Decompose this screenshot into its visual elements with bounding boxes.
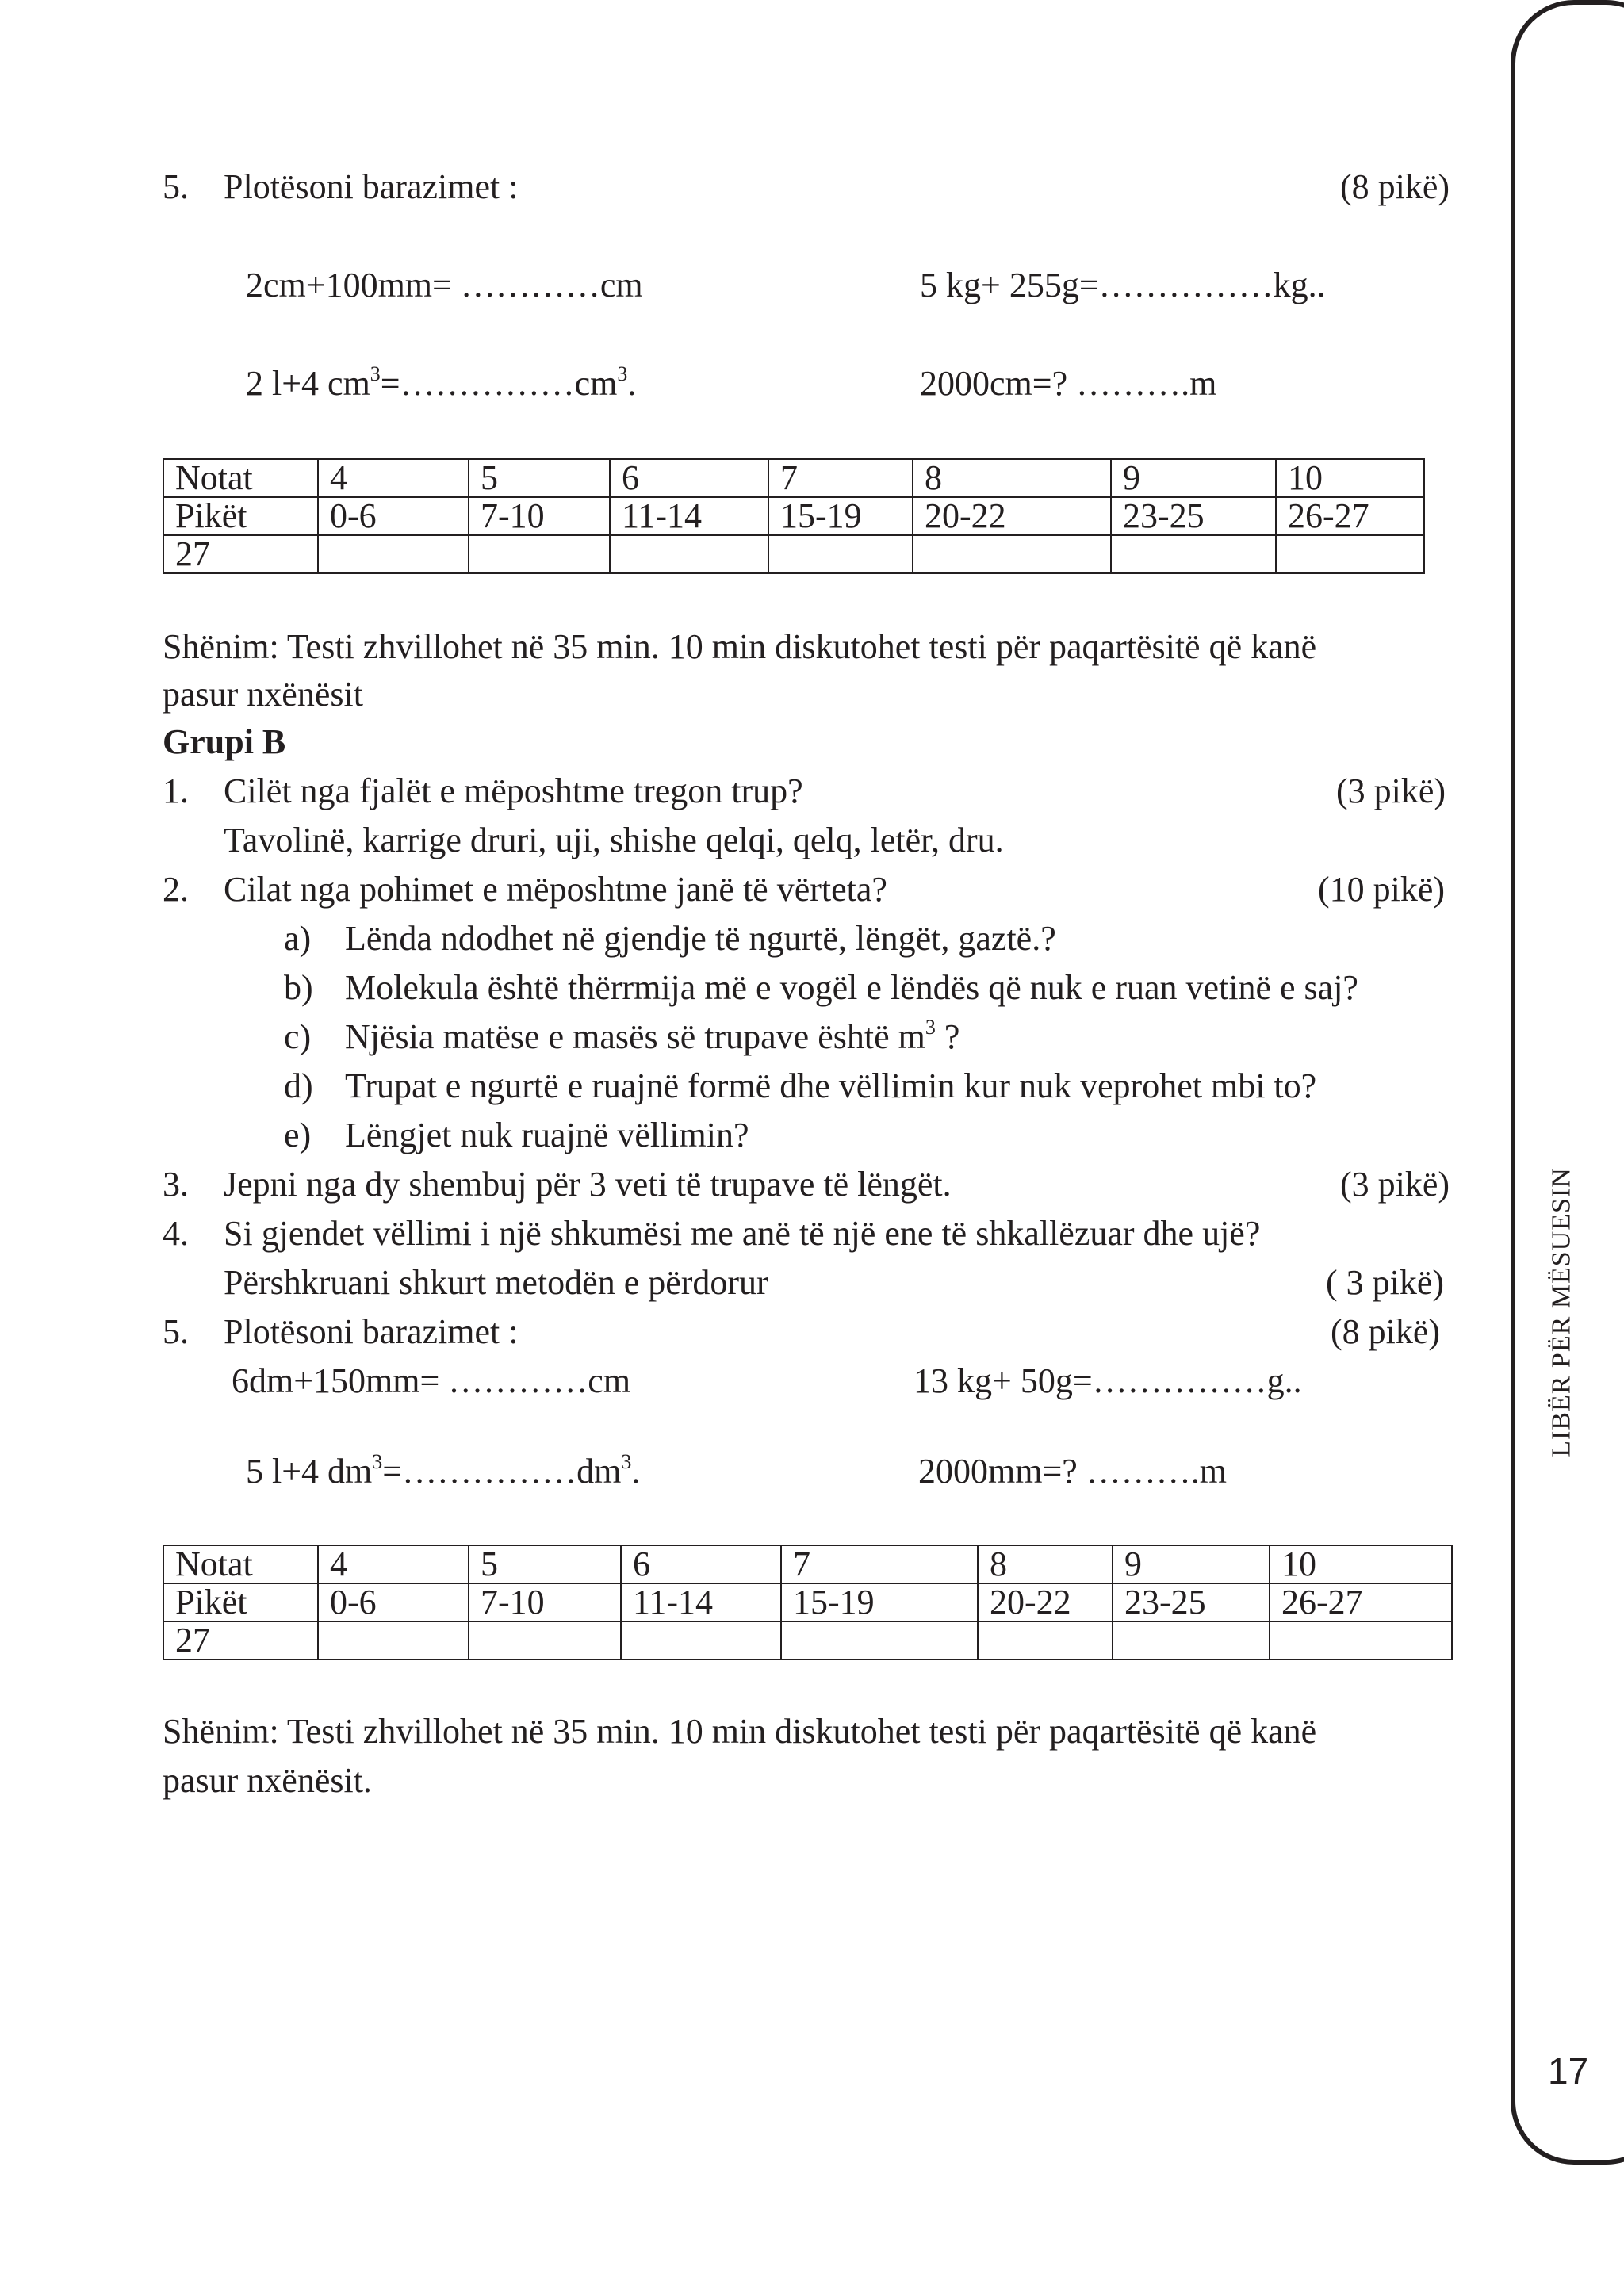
table-cell: 7-10 (469, 1583, 621, 1621)
table-cell: 5 (469, 459, 610, 497)
side-tab-frame (1511, 0, 1624, 2165)
table-row (163, 1545, 1452, 1583)
table-cell: 0-6 (318, 1583, 469, 1621)
option-letter: c) (284, 1017, 312, 1056)
question-points: (3 pikë) (1336, 771, 1446, 810)
table-cell (318, 535, 469, 573)
question-number: 4. (163, 1214, 189, 1253)
table-cell: Notat (163, 459, 318, 497)
table-cell: 23-25 (1111, 497, 1276, 535)
table-cell (781, 1621, 978, 1659)
grades-table (163, 1545, 1453, 1660)
table-cell (768, 535, 913, 573)
equation: 13 kg+ 50g=……………g.. (914, 1361, 1302, 1400)
table-cell (1113, 1621, 1270, 1659)
group-title: Grupi B (163, 722, 286, 761)
table-cell: 6 (621, 1545, 781, 1583)
option-letter: d) (284, 1066, 313, 1105)
table-cell: 8 (913, 459, 1111, 497)
equation: 5 l+4 $dm^3=\dots\dots\dots\dots\dots dm^3$. (246, 1450, 641, 1491)
table-cell: 5 (469, 1545, 621, 1583)
equation: 5 kg+ 255g=……………kg.. (920, 266, 1326, 304)
table-cell (1276, 535, 1424, 573)
table-cell (469, 535, 610, 573)
question-points: (3 pikë) (1340, 1165, 1450, 1204)
question-subtext: Përshkruani shkurt metodën e përdorur (224, 1263, 768, 1302)
table-row (163, 1583, 1452, 1621)
table-cell: 23-25 (1113, 1583, 1270, 1621)
question-text: Si gjendet vëllimi i një shkumësi me anë të një ene të shkallëzuar dhe ujë? (224, 1214, 1261, 1253)
question-text: Jepni nga dy shembuj për 3 veti të trupave të lëngët. (224, 1165, 952, 1204)
table-cell: 9 (1111, 459, 1276, 497)
table-cell: 20-22 (913, 497, 1111, 535)
table-cell: 15-19 (768, 497, 913, 535)
table-row (163, 1621, 1452, 1659)
equation: 6dm+150mm= …………cm (232, 1361, 631, 1400)
table-cell (1111, 535, 1276, 573)
table-row (163, 535, 1424, 573)
option-letter: e) (284, 1116, 312, 1154)
table-cell (978, 1621, 1113, 1659)
table-cell: 10 (1276, 459, 1424, 497)
option-letter: b) (284, 968, 313, 1007)
table-cell: 0-6 (318, 497, 469, 535)
table-cell: 7 (781, 1545, 978, 1583)
note-text: pasur nxënësit (163, 675, 363, 714)
note-text: Shënim: Testi zhvillohet në 35 min. 10 min diskutohet testi për paqartësitë që kanë (163, 1712, 1317, 1751)
equation: 2000mm=? ……….m (918, 1452, 1228, 1491)
equation: 2000cm=? ……….m (920, 364, 1217, 403)
table-cell (610, 535, 768, 573)
table-cell: 4 (318, 1545, 469, 1583)
table-cell (1270, 1621, 1452, 1659)
table-row (163, 459, 1424, 497)
option-text: Trupat e ngurtë e ruajnë formë dhe vëllimin kur nuk veprohet mbi to? (345, 1066, 1317, 1105)
table-cell: Pikët (163, 497, 318, 535)
question-text: Cilat nga pohimet e mëposhtme janë të vërteta? (224, 870, 887, 909)
question-subtext: Tavolinë, karrige druri, uji, shishe qelqi, qelq, letër, dru. (224, 821, 1004, 859)
table-cell: 9 (1113, 1545, 1270, 1583)
option-letter: a) (284, 919, 312, 958)
option-text: Njësia matëse e masës së trupave është $m^3$ ? (345, 1016, 960, 1056)
table-cell: 11-14 (621, 1583, 781, 1621)
question-text: Plotësoni barazimet : (224, 167, 519, 206)
option-text: Lënda ndodhet në gjendje të ngurtë, lëngët, gaztë.? (345, 919, 1056, 958)
table-cell: 27 (163, 535, 318, 573)
table-cell: 27 (163, 1621, 318, 1659)
option-text: Molekula është thërrmija më e vogël e lëndës që nuk e ruan vetinë e saj? (345, 968, 1358, 1007)
page-number: 17 (1548, 2050, 1589, 2092)
table-cell: 7-10 (469, 497, 610, 535)
table-cell (318, 1621, 469, 1659)
table-cell (621, 1621, 781, 1659)
question-points: (8 pikë) (1331, 1312, 1441, 1351)
table-cell: 7 (768, 459, 913, 497)
table-cell: 8 (978, 1545, 1113, 1583)
question-number: 5. (163, 167, 189, 206)
question-points: ( 3 pikë) (1326, 1263, 1445, 1302)
table-cell (469, 1621, 621, 1659)
question-number: 3. (163, 1165, 189, 1204)
question-text: Plotësoni barazimet : (224, 1312, 519, 1351)
table-cell: 4 (318, 459, 469, 497)
table-row (163, 497, 1424, 535)
table-cell: 11-14 (610, 497, 768, 535)
table-cell: 15-19 (781, 1583, 978, 1621)
table-cell: 10 (1270, 1545, 1452, 1583)
table-cell: 26-27 (1276, 497, 1424, 535)
table-cell: Notat (163, 1545, 318, 1583)
question-text: Cilët nga fjalët e mëposhtme tregon trup? (224, 771, 803, 810)
grades-table (163, 458, 1425, 574)
question-points: (10 pikë) (1318, 870, 1446, 909)
table-cell: 6 (610, 459, 768, 497)
option-text: Lëngjet nuk ruajnë vëllimin? (345, 1116, 749, 1154)
equation: 2 l+4 $cm^3=\dots\dots\dots\dots\dots cm^3$. (246, 362, 637, 403)
table-cell: 20-22 (978, 1583, 1113, 1621)
note-text: Shënim: Testi zhvillohet në 35 min. 10 min diskutohet testi për paqartësitë që kanë (163, 627, 1317, 666)
table-cell (913, 535, 1111, 573)
question-number: 2. (163, 870, 189, 909)
table-cell: Pikët (163, 1583, 318, 1621)
side-label: LIBËR PËR MËSUESIN (1546, 1167, 1576, 1457)
note-text: pasur nxënësit. (163, 1761, 372, 1800)
question-points: (8 pikë) (1340, 167, 1450, 206)
question-number: 1. (163, 771, 189, 810)
equation: 2cm+100mm= …………cm (246, 266, 643, 304)
table-cell: 26-27 (1270, 1583, 1452, 1621)
question-number: 5. (163, 1312, 189, 1351)
